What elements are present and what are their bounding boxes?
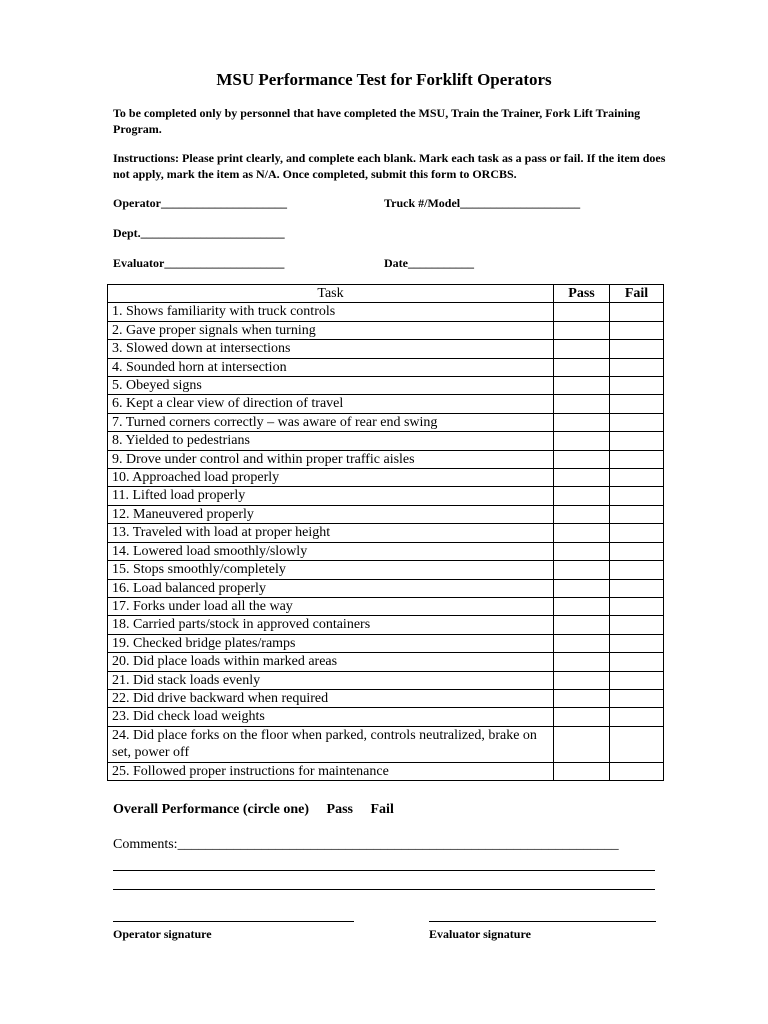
task-cell: 18. Carried parts/stock in approved containers <box>108 616 554 634</box>
task-cell: 25. Followed proper instructions for maintenance <box>108 762 554 780</box>
task-table <box>107 284 664 781</box>
task-cell: 6. Kept a clear view of direction of travel <box>108 395 554 413</box>
evaluator-signature-line[interactable] <box>429 921 656 922</box>
table-row <box>108 413 664 431</box>
pass-cell[interactable] <box>554 542 610 560</box>
task-cell: 2. Gave proper signals when turning <box>108 321 554 339</box>
pass-cell[interactable] <box>554 340 610 358</box>
table-row <box>108 487 664 505</box>
table-row <box>108 597 664 615</box>
pass-cell[interactable] <box>554 634 610 652</box>
operator-signature-line[interactable] <box>113 921 354 922</box>
task-cell: 17. Forks under load all the way <box>108 597 554 615</box>
pass-cell[interactable] <box>554 303 610 321</box>
comments-field[interactable] <box>113 837 619 853</box>
table-row <box>108 671 664 689</box>
table-row <box>108 450 664 468</box>
fail-cell[interactable] <box>610 689 664 707</box>
pass-cell[interactable] <box>554 762 610 780</box>
task-column-header: Task <box>108 285 554 303</box>
task-cell: 16. Load balanced properly <box>108 579 554 597</box>
table-row <box>108 689 664 707</box>
comments-line-2[interactable] <box>113 870 655 871</box>
fail-cell[interactable] <box>610 358 664 376</box>
table-row <box>108 616 664 634</box>
fail-cell[interactable] <box>610 634 664 652</box>
evaluator-field[interactable]: Evaluator____________________ <box>113 256 285 270</box>
fail-cell[interactable] <box>610 671 664 689</box>
task-cell: 9. Drove under control and within proper traffic aisles <box>108 450 554 468</box>
task-cell: 5. Obeyed signs <box>108 377 554 395</box>
date-field[interactable]: Date___________ <box>384 256 474 270</box>
task-cell: 10. Approached load properly <box>108 469 554 487</box>
instructions-text: Instructions: Please print clearly, and complete each blank. Mark each task as a pass or fail. If the item does not apply, mark the item as N/A. Once completed, submit this form to ORCBS. <box>113 151 666 181</box>
table-row <box>108 432 664 450</box>
overall-performance <box>113 802 408 818</box>
pass-cell[interactable] <box>554 505 610 523</box>
fail-cell[interactable] <box>610 616 664 634</box>
task-cell: 19. Checked bridge plates/ramps <box>108 634 554 652</box>
task-cell: 4. Sounded horn at intersection <box>108 358 554 376</box>
pass-cell[interactable] <box>554 597 610 615</box>
task-cell: 1. Shows familiarity with truck controls <box>108 303 554 321</box>
operator-signature-label: Operator signature <box>113 927 212 941</box>
task-cell: 12. Maneuvered properly <box>108 505 554 523</box>
comments-line-3[interactable] <box>113 889 655 890</box>
fail-cell[interactable] <box>610 561 664 579</box>
table-row <box>108 726 664 762</box>
fail-cell[interactable] <box>610 487 664 505</box>
dept-field[interactable]: Dept.________________________ <box>113 226 285 240</box>
table-row <box>108 579 664 597</box>
table-row <box>108 303 664 321</box>
fail-cell[interactable] <box>610 762 664 780</box>
pass-cell[interactable] <box>554 377 610 395</box>
pass-cell[interactable] <box>554 413 610 431</box>
task-cell: 11. Lifted load properly <box>108 487 554 505</box>
fail-cell[interactable] <box>610 542 664 560</box>
task-cell: 22. Did drive backward when required <box>108 689 554 707</box>
task-cell: 3. Slowed down at intersections <box>108 340 554 358</box>
fail-cell[interactable] <box>610 432 664 450</box>
pass-cell[interactable] <box>554 561 610 579</box>
pass-cell[interactable] <box>554 708 610 726</box>
fail-cell[interactable] <box>610 450 664 468</box>
fail-cell[interactable] <box>610 579 664 597</box>
pass-cell[interactable] <box>554 450 610 468</box>
fail-cell[interactable] <box>610 653 664 671</box>
task-cell: 20. Did place loads within marked areas <box>108 653 554 671</box>
task-table-body <box>108 303 664 781</box>
pass-cell[interactable] <box>554 689 610 707</box>
table-row <box>108 321 664 339</box>
task-cell: 21. Did stack loads evenly <box>108 671 554 689</box>
fail-cell[interactable] <box>610 413 664 431</box>
fail-cell[interactable] <box>610 340 664 358</box>
pass-cell[interactable] <box>554 395 610 413</box>
fail-column-header: Fail <box>610 285 664 303</box>
operator-field[interactable]: Operator_____________________ <box>113 196 287 210</box>
truck-model-field[interactable]: Truck #/Model____________________ <box>384 196 581 210</box>
fail-cell[interactable] <box>610 395 664 413</box>
fail-cell[interactable] <box>610 321 664 339</box>
task-cell: 7. Turned corners correctly – was aware of rear end swing <box>108 413 554 431</box>
fail-cell[interactable] <box>610 524 664 542</box>
pass-cell[interactable] <box>554 358 610 376</box>
comments-line: _______________________________________________________________ <box>177 837 619 852</box>
pass-column-header: Pass <box>554 285 610 303</box>
table-row <box>108 542 664 560</box>
task-cell: 13. Traveled with load at proper height <box>108 524 554 542</box>
table-row <box>108 653 664 671</box>
task-cell: 23. Did check load weights <box>108 708 554 726</box>
fail-cell[interactable] <box>610 303 664 321</box>
pass-cell[interactable] <box>554 432 610 450</box>
pass-cell[interactable] <box>554 653 610 671</box>
fail-cell[interactable] <box>610 377 664 395</box>
table-row <box>108 524 664 542</box>
task-cell: 8. Yielded to pedestrians <box>108 432 554 450</box>
task-cell: 14. Lowered load smoothly/slowly <box>108 542 554 560</box>
fail-cell[interactable] <box>610 597 664 615</box>
overall-label: Overall Performance (circle one) <box>113 802 310 817</box>
table-row <box>108 708 664 726</box>
table-row <box>108 358 664 376</box>
evaluator-signature-label: Evaluator signature <box>429 927 531 941</box>
fail-cell[interactable] <box>610 708 664 726</box>
page-title: MSU Performance Test for Forklift Operators <box>216 70 552 89</box>
overall-pass-option[interactable]: Pass <box>326 802 353 817</box>
fail-cell[interactable] <box>610 726 664 762</box>
pass-cell[interactable] <box>554 321 610 339</box>
pass-cell[interactable] <box>554 616 610 634</box>
task-cell: 24. Did place forks on the floor when parked, controls neutralized, brake on set, power off <box>108 726 554 762</box>
pass-cell[interactable] <box>554 469 610 487</box>
task-cell: 15. Stops smoothly/completely <box>108 561 554 579</box>
intro-text: To be completed only by personnel that have completed the MSU, Train the Trainer, Fork Lift Training Program. <box>113 106 641 136</box>
table-row <box>108 762 664 780</box>
fail-cell[interactable] <box>610 469 664 487</box>
table-header-row <box>108 285 664 303</box>
table-row <box>108 377 664 395</box>
fail-cell[interactable] <box>610 505 664 523</box>
pass-cell[interactable] <box>554 524 610 542</box>
table-row <box>108 469 664 487</box>
comments-label: Comments: <box>113 837 178 852</box>
table-row <box>108 340 664 358</box>
pass-cell[interactable] <box>554 487 610 505</box>
pass-cell[interactable] <box>554 579 610 597</box>
table-row <box>108 561 664 579</box>
table-row <box>108 505 664 523</box>
pass-cell[interactable] <box>554 726 610 762</box>
overall-fail-option[interactable]: Fail <box>370 802 394 817</box>
table-row <box>108 634 664 652</box>
table-row <box>108 395 664 413</box>
pass-cell[interactable] <box>554 671 610 689</box>
